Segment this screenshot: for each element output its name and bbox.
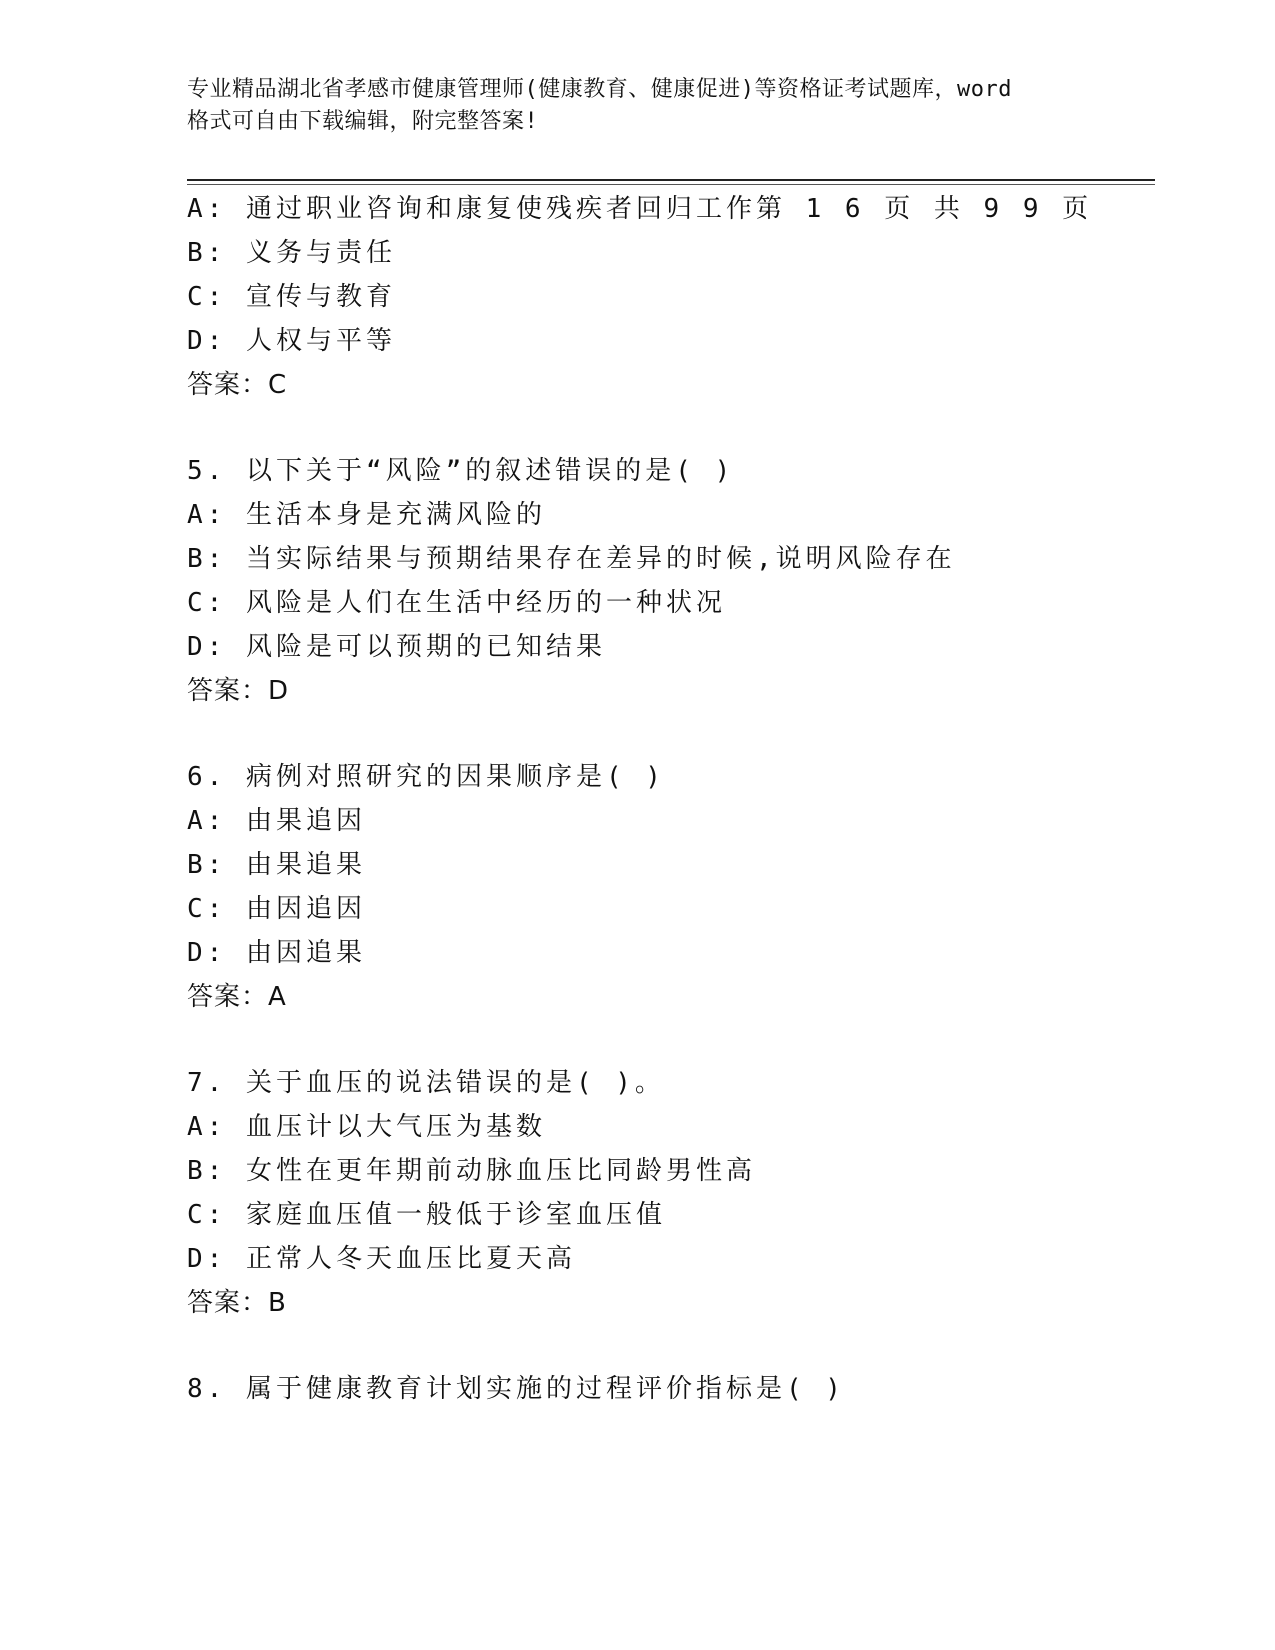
q7-option-a: A: 血压计以大气压为基数 [187,1112,546,1142]
q6-stem: 6. 病例对照研究的因果顺序是( ) [187,762,665,792]
q4-option-c: C: 宣传与教育 [187,282,396,312]
q5-stem: 5. 以下关于“风险”的叙述错误的是( ) [187,456,735,486]
header-line-2: 格式可自由下载编辑，附完整答案! [187,109,539,134]
q4-option-d: D: 人权与平等 [187,326,396,356]
q6-option-a: A: 由果追因 [187,806,366,836]
page-marker: 第 1 6 页 共 9 9 页 [755,194,1093,224]
q7-option-c: C: 家庭血压值一般低于诊室血压值 [187,1200,666,1230]
header-divider-thick [187,179,1155,181]
q4-option-b: B: 义务与责任 [187,238,396,268]
q5-answer: 答案：D [187,676,290,706]
q7-option-b: B: 女性在更年期前动脉血压比同龄男性高 [187,1156,756,1186]
q4-option-a: A: 通过职业咨询和康复使残疾者回归工作 [187,194,756,224]
q5-option-c: C: 风险是人们在生活中经历的一种状况 [187,588,726,618]
q7-stem: 7. 关于血压的说法错误的是( )。 [187,1068,665,1098]
q8-stem: 8. 属于健康教育计划实施的过程评价指标是( ) [187,1374,845,1404]
q6-answer: 答案：A [187,982,287,1012]
q5-option-d: D: 风险是可以预期的已知结果 [187,632,606,662]
q5-option-b: B: 当实际结果与预期结果存在差异的时候,说明风险存在 [187,544,956,574]
q6-option-b: B: 由果追果 [187,850,366,880]
q5-option-a: A: 生活本身是充满风险的 [187,500,546,530]
header-line-1: 专业精品湖北省孝感市健康管理师(健康教育、健康促进)等资格证考试题库，word [187,77,1012,102]
q6-option-c: C: 由因追因 [187,894,366,924]
q6-option-d: D: 由因追果 [187,938,366,968]
q7-option-d: D: 正常人冬天血压比夏天高 [187,1244,576,1274]
q4-option-a-line [187,192,1092,226]
q4-answer: 答案：C [187,370,288,400]
q7-answer: 答案：B [187,1288,287,1318]
document-header [187,74,1107,138]
header-divider-thin [187,184,1155,185]
